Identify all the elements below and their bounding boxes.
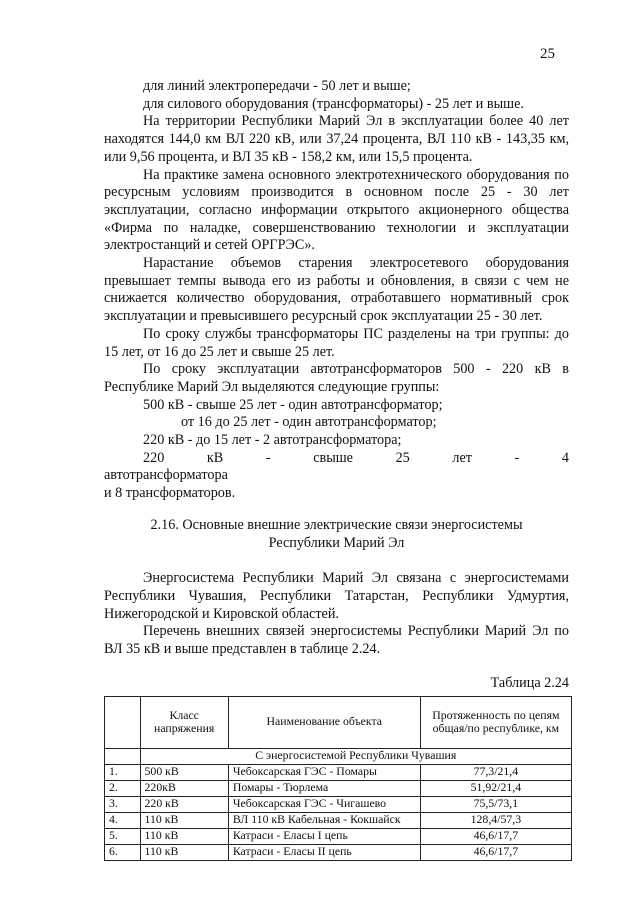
cell-number: 3. (105, 796, 141, 812)
external-links-table (104, 696, 572, 861)
paragraph-autotransformer-groups: По сроку эксплуатации автотрансформаторов 500 - 220 кВ в Республике Марий Эл выделяются следующие группы: (104, 361, 569, 395)
cell-voltage: 500 кВ (140, 764, 228, 780)
cell-length: 128,4/57,3 (420, 812, 571, 828)
cell-voltage: 220кВ (140, 780, 228, 796)
paragraph-territory: На территории Республики Марий Эл в эксплуатации более 40 лет находятся 144,0 км ВЛ 220 кВ, или 37,24 процента, ВЛ 110 кВ - 143,35 км, или 9,56 процента, и ВЛ 35 кВ - 158,2 км, или 15,5 процента. (104, 113, 569, 165)
paragraph-equipment-term: для силового оборудования (трансформаторы) - 25 лет и выше. (143, 95, 524, 112)
cell-voltage: 110 кВ (140, 828, 228, 844)
list-item-220kv-15: 220 кВ - до 15 лет - 2 автотрансформатора; (143, 432, 402, 449)
cell-length: 46,6/17,7 (420, 844, 571, 860)
cell-number: 4. (105, 812, 141, 828)
paragraph-lines-term: для линий электропередачи - 50 лет и выше; (143, 78, 411, 94)
cell-object: Чебоксарская ГЭС - Помары (228, 764, 420, 780)
list-item-16-25: от 16 до 25 лет - один автотрансформатор; (181, 414, 437, 431)
table-group-row (105, 748, 572, 764)
section-heading-line1: 2.16. Основные внешние электрические связи энергосистемы (150, 516, 523, 533)
table-row (105, 796, 572, 812)
table-row (105, 780, 572, 796)
header-object-name: Наименование объекта (228, 696, 420, 748)
page-body (104, 78, 569, 861)
list-item-500kv: 500 кВ - свыше 25 лет - один автотрансформатор; (143, 396, 443, 413)
group-label: С энергосистемой Республики Чувашия (140, 748, 571, 764)
cell-number: 5. (105, 828, 141, 844)
cell-object: Чебоксарская ГЭС - Чигашево (228, 796, 420, 812)
cell-length: 75,5/73,1 (420, 796, 571, 812)
paragraph-aging: Нарастание объемов старения электросетевого оборудования превышает темпы вывода его из работы и обновления, в связи с чем не снижается количество оборудования, отработавшего нормативный срок эксплуатации и превысившего ресурсный срок эксплуатации 25 - 30 лет. (104, 255, 569, 325)
cell-voltage: 220 кВ (140, 796, 228, 812)
cell-object: Катраси - Еласы I цепь (228, 828, 420, 844)
cell-voltage: 110 кВ (140, 812, 228, 828)
cell-length: 51,92/21,4 (420, 780, 571, 796)
paragraph-table-intro: Перечень внешних связей энергосистемы Республики Марий Эл по ВЛ 35 кВ и выше представлен в таблице 2.24. (104, 623, 569, 658)
cell-object: Катраси - Еласы II цепь (228, 844, 420, 860)
cell-voltage: 110 кВ (140, 844, 228, 860)
table-row (105, 828, 572, 844)
header-voltage-class: Класс напряжения (140, 696, 228, 748)
cell-length: 46,6/17,7 (420, 828, 571, 844)
cell-length: 77,3/21,4 (420, 764, 571, 780)
spacer (104, 552, 569, 570)
paragraph-replacement: На практике замена основного электротехнического оборудования по ресурсным условиям производится в основном после 25 - 30 лет эксплуатации, согласно информации открытого акционерного общества «Фирма по наладке, совершенствованию технологии и эксплуатации электростанций и сетей ОРГРЭС». (104, 166, 569, 254)
list-item-220kv-25: 220 кВ - свыше 25 лет - 4 автотрансформатора (104, 449, 569, 484)
table-row (105, 812, 572, 828)
table-caption: Таблица 2.24 (490, 674, 569, 691)
section-heading (104, 517, 569, 552)
table-row (105, 764, 572, 780)
cell-number: 6. (105, 844, 141, 860)
page-number: 25 (540, 46, 555, 62)
list-item-transformers: и 8 трансформаторов. (104, 485, 236, 502)
table-header-row (105, 696, 572, 748)
cell-number: 2. (105, 780, 141, 796)
header-length: Протяженность по цепям общая/по республике, км (420, 696, 571, 748)
cell-number: 1. (105, 764, 141, 780)
section-heading-line2: Республики Марий Эл (268, 534, 405, 551)
header-number (105, 696, 141, 748)
table-row (105, 844, 572, 860)
paragraph-transformer-groups: По сроку службы трансформаторы ПС разделены на три группы: до 15 лет, от 16 до 25 лет и свыше 25 лет. (104, 325, 569, 360)
cell-object: Помары - Тюрлема (228, 780, 420, 796)
paragraph-energy-system: Энергосистема Республики Марий Эл связана с энергосистемами Республики Чувашия, Республики Татарстан, Республики Удмуртия, Нижегородской и Кировской областей. (104, 570, 569, 622)
cell-object: ВЛ 110 кВ Кабельная - Кокшайск (228, 812, 420, 828)
